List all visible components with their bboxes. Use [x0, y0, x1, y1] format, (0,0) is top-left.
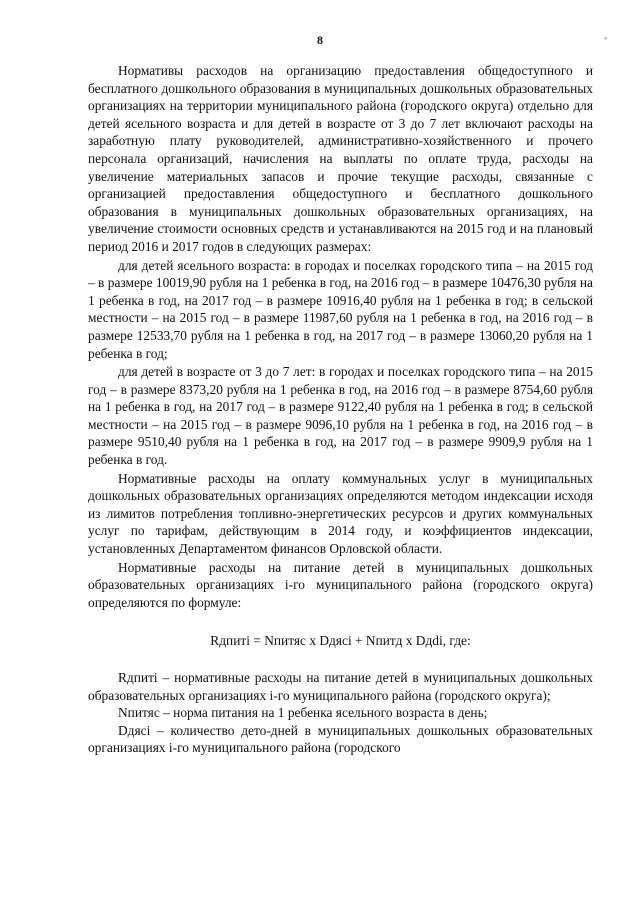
formula: Rдпитi = Nпитяс x Dдяci + Nпитд x Dдdi, где: [210, 633, 471, 649]
paragraph-meals-intro: Нормативные расходы на питание детей в муниципальных дошкольных образовательных организациях i-го муниципального района (городского округа) определяются по формуле: [88, 559, 593, 610]
corner-mark: ° [604, 36, 607, 44]
paragraph-age-3-7: для детей в возрасте от 3 до 7 лет: в городах и поселках городского типа – на 2015 год – в размере 8373,20 рубля на 1 ребенка в год, на 2016 год – в размере 8754,60 рубля на 1 ребенка в год, на 2017 год – в размере 9122,40 рубля на 1 ребенка в год; в сельской местности – на 2015 год – в размере 9096,10 рубля на 1 ребенка в год, на 2016 год – в размере 9510,40 рубля на 1 ребенка в год, на 2017 год – в размере 9909,9 рубля на 1 ребенка в год. [88, 364, 593, 468]
paragraph-norms-intro: Нормативы расходов на организацию предоставления общедоступного и бесплатного дошкольного образования в муниципальных дошкольных образовательных организациях на территории муниципального района (городского округа) отдельно для детей ясельного возраста и для детей в возрасте от 3 до 7 лет включают расходы на заработную плату руководителей, административно-хозяйственного и прочего персонала организаций, начисления на выплаты по оплате труда, расходы на увеличение материальных запасов и прочие текущие расходы, связанные с организацией предоставления общедоступного и бесплатного дошкольного образования в муниципальных дошкольных образовательных организациях, на увеличение стоимости основных средств и устанавливаются на 2015 год и на плановый период 2016 и 2017 годов в следующих размерах: [88, 63, 593, 254]
page-number: 8 [317, 33, 323, 47]
paragraph-nursery-age: для детей ясельного возраста: в городах и поселках городского типа – на 2015 год – в размере 10019,90 рубля на 1 ребенка в год, на 2016 год – в размере 10476,30 рубля на 1 ребенка в год, на 2017 год – в размере 10916,40 рубля на 1 ребенка в год; в сельской местности – на 2015 год – в размере 11987,60 рубля на 1 ребенка в год, на 2016 год – в размере 12533,70 рубля на 1 ребенка в год, на 2017 год – в размере 13060,20 рубля на 1 ребенка в год; [88, 257, 593, 361]
document-body [88, 62, 593, 757]
paragraph-utilities: Нормативные расходы на оплату коммунальных услуг в муниципальных дошкольных образовательных организациях определяются методом индексации исходя из лимитов потребления топливно-энергетических ресурсов и других коммунальных услуг по тарифам, действующим в 2014 году, и коэффициентов индексации, установленных Департаментом финансов Орловской области. [88, 470, 593, 557]
definition-ddyas: Dдяci – количество дето-дней в муниципальных дошкольных образовательных организациях i-го муниципального района (городского [88, 722, 593, 756]
definition-npityas: Nпитяс – норма питания на 1 ребенка ясельного возраста в день; [118, 705, 488, 721]
definition-rdpit: Rдпитi – нормативные расходы на питание детей в муниципальных дошкольных образовательных организациях i-го муниципального района (городского округа); [88, 670, 593, 703]
